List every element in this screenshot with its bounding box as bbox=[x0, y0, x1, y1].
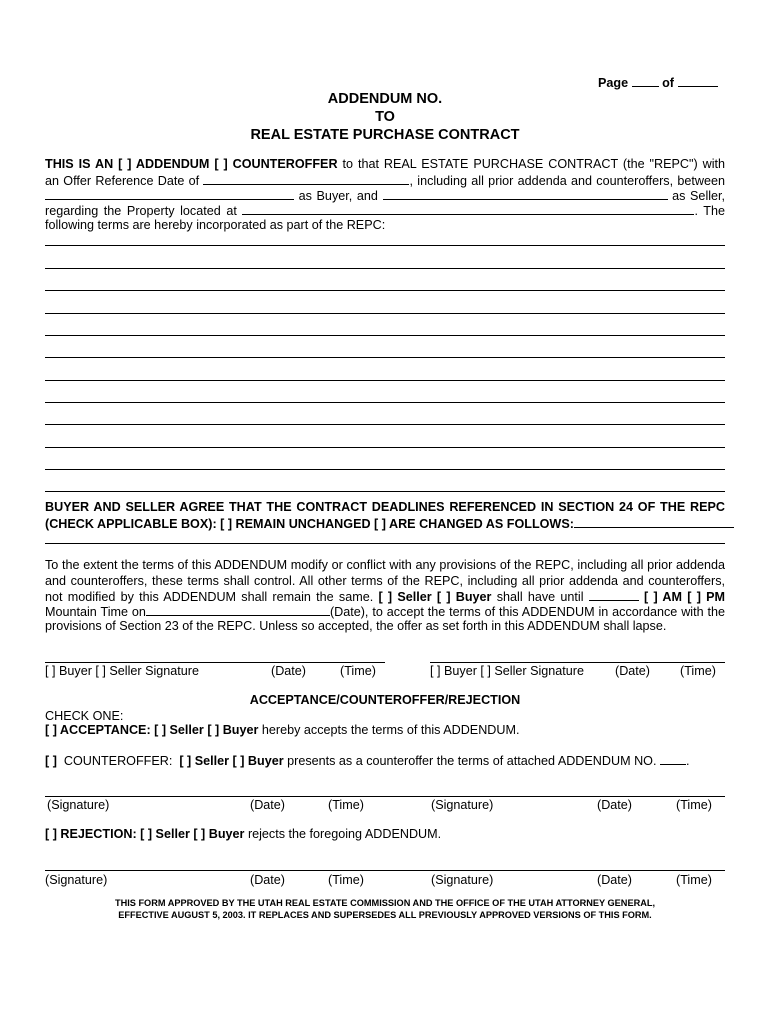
terms-line[interactable] bbox=[45, 424, 725, 425]
terms-text: Mountain Time on bbox=[45, 605, 146, 619]
intro-text: . The bbox=[694, 204, 726, 218]
intro-line-3 bbox=[45, 188, 725, 204]
footer-line-2: EFFECTIVE AUGUST 5, 2003. IT REPLACES AND SUPERSEDES ALL PREVIOUSLY APPROVED VERSIONS OF THIS FORM. bbox=[118, 910, 652, 920]
footer-line-1: THIS FORM APPROVED BY THE UTAH REAL ESTATE COMMISSION AND THE OFFICE OF THE UTAH ATTORNEY GENERAL, bbox=[114, 898, 656, 908]
intro-text: to that REAL ESTATE PURCHASE CONTRACT (the "REPC") with bbox=[342, 157, 726, 171]
terms-line[interactable] bbox=[45, 491, 725, 492]
deadlines-options: (CHECK APPLICABLE BOX): [ ] REMAIN UNCHANGED [ ] ARE CHANGED AS FOLLOWS: bbox=[45, 517, 574, 531]
offer-date-label: an Offer Reference Date of bbox=[45, 174, 200, 188]
offer-reference-date-blank[interactable] bbox=[203, 173, 409, 185]
signature-label: (Signature) bbox=[45, 873, 108, 887]
addendum-type-checkboxes: THIS IS AN [ ] ADDENDUM [ ] COUNTEROFFER bbox=[45, 157, 338, 171]
date-label: (Date) bbox=[597, 798, 632, 812]
counteroffer-option[interactable]: [ ] COUNTEROFFER: [ ] Seller [ ] Buyer presents as a counteroffer the terms of attached ADDENDUM NO. . bbox=[45, 754, 690, 768]
terms-text: shall have until bbox=[496, 590, 584, 604]
property-label: regarding the Property located at bbox=[45, 204, 237, 218]
rejection-option[interactable] bbox=[45, 827, 441, 841]
signature-label-right: [ ] Buyer [ ] Seller Signature bbox=[430, 664, 584, 678]
signature-label: (Signature) bbox=[47, 798, 110, 812]
intro-line-2 bbox=[45, 173, 725, 189]
terms-line-5: provisions of Section 23 of the REPC. Unless so accepted, the offer as set forth in this ADDENDUM shall lapse. bbox=[45, 619, 667, 633]
time-label: (Time) bbox=[340, 664, 376, 678]
signature-label: (Signature) bbox=[431, 873, 494, 887]
terms-text: not modified by this ADDENDUM shall remain the same. bbox=[45, 590, 374, 604]
page-number-blank[interactable] bbox=[632, 75, 659, 87]
time-label: (Time) bbox=[328, 873, 364, 887]
terms-text: (Date), to accept the terms of this ADDENDUM in accordance with the bbox=[329, 605, 726, 619]
acceptance-option[interactable] bbox=[45, 723, 520, 737]
page-number-field bbox=[598, 75, 718, 90]
terms-line[interactable] bbox=[45, 380, 725, 381]
date-label: (Date) bbox=[250, 798, 285, 812]
buyer-name-blank[interactable] bbox=[45, 188, 294, 200]
am-pm-checkboxes: [ ] AM [ ] PM bbox=[644, 590, 726, 604]
rejection-checkboxes: [ ] REJECTION: [ ] Seller [ ] Buyer bbox=[45, 827, 245, 841]
signature-label: (Signature) bbox=[431, 798, 494, 812]
terms-line[interactable] bbox=[45, 357, 725, 358]
acceptance-heading: ACCEPTANCE/COUNTEROFFER/REJECTION bbox=[249, 693, 521, 707]
date-label: (Date) bbox=[615, 664, 650, 678]
terms-line[interactable] bbox=[45, 469, 725, 470]
counteroffer-text: presents as a counteroffer the terms of attached ADDENDUM NO. bbox=[287, 754, 657, 768]
time-label: (Time) bbox=[680, 664, 716, 678]
terms-line-4 bbox=[45, 604, 725, 620]
property-address-blank[interactable] bbox=[242, 203, 694, 215]
deadline-date-blank[interactable] bbox=[146, 604, 330, 616]
counteroffer-checkbox: [ ] bbox=[45, 754, 57, 768]
counteroffer-party-checkboxes: [ ] Seller [ ] Buyer bbox=[179, 754, 284, 768]
signature-line-right[interactable] bbox=[430, 662, 725, 663]
time-label: (Time) bbox=[328, 798, 364, 812]
terms-line-1: To the extent the terms of this ADDENDUM modify or conflict with any provisions of the REPC, including all prior addenda bbox=[45, 558, 725, 572]
terms-line[interactable] bbox=[45, 335, 725, 336]
deadlines-line-1: BUYER AND SELLER AGREE THAT THE CONTRACT DEADLINES REFERENCED IN SECTION 24 OF THE REPC bbox=[45, 500, 725, 514]
deadline-time-blank[interactable] bbox=[589, 589, 639, 601]
intro-line-5: following terms are hereby incorporated as part of the REPC: bbox=[45, 218, 386, 232]
acceptance-text: hereby accepts the terms of this ADDENDUM. bbox=[261, 723, 520, 737]
check-one-label: CHECK ONE: bbox=[45, 709, 124, 723]
time-label: (Time) bbox=[676, 873, 712, 887]
title-line-1: ADDENDUM NO. bbox=[327, 91, 443, 107]
date-label: (Date) bbox=[597, 873, 632, 887]
seller-label: as Seller, bbox=[672, 189, 726, 203]
intro-line-4 bbox=[45, 203, 725, 219]
intro-line-1 bbox=[45, 157, 725, 172]
intro-text: , including all prior addenda and counteroffers, between bbox=[409, 174, 725, 188]
terms-line[interactable] bbox=[45, 447, 725, 448]
terms-line[interactable] bbox=[45, 290, 725, 291]
deadline-changes-line[interactable] bbox=[45, 543, 725, 544]
counteroffer-label: COUNTEROFFER: bbox=[63, 754, 173, 768]
page-label: Page bbox=[598, 76, 629, 90]
deadline-changes-blank[interactable] bbox=[574, 516, 734, 528]
terms-line-3 bbox=[45, 589, 725, 605]
terms-line-2: and counteroffers, these terms shall control. All other terms of the REPC, including all prior addenda and counteroffers, bbox=[45, 574, 725, 588]
date-label: (Date) bbox=[271, 664, 306, 678]
terms-line[interactable] bbox=[45, 268, 725, 269]
seller-name-blank[interactable] bbox=[383, 188, 668, 200]
rejection-signature-line[interactable] bbox=[45, 870, 725, 871]
counteroffer-signature-line[interactable] bbox=[45, 796, 725, 797]
of-label: of bbox=[662, 76, 674, 90]
date-label: (Date) bbox=[250, 873, 285, 887]
acceptance-checkboxes: [ ] ACCEPTANCE: [ ] Seller [ ] Buyer bbox=[45, 723, 259, 737]
title-line-2: TO bbox=[375, 109, 395, 125]
buyer-label: as Buyer, and bbox=[298, 189, 378, 203]
deadlines-line-2 bbox=[45, 516, 725, 532]
signature-line-left[interactable] bbox=[45, 662, 385, 663]
rejection-text: rejects the foregoing ADDENDUM. bbox=[247, 827, 442, 841]
terms-line[interactable] bbox=[45, 313, 725, 314]
terms-line[interactable] bbox=[45, 245, 725, 246]
title-line-3: REAL ESTATE PURCHASE CONTRACT bbox=[250, 127, 520, 143]
terms-line[interactable] bbox=[45, 402, 725, 403]
page-total-blank[interactable] bbox=[678, 75, 718, 87]
signature-label-left: [ ] Buyer [ ] Seller Signature bbox=[45, 664, 199, 678]
counteroffer-addendum-number-blank[interactable] bbox=[660, 753, 686, 765]
time-label: (Time) bbox=[676, 798, 712, 812]
offeree-checkboxes: [ ] Seller [ ] Buyer bbox=[378, 590, 492, 604]
